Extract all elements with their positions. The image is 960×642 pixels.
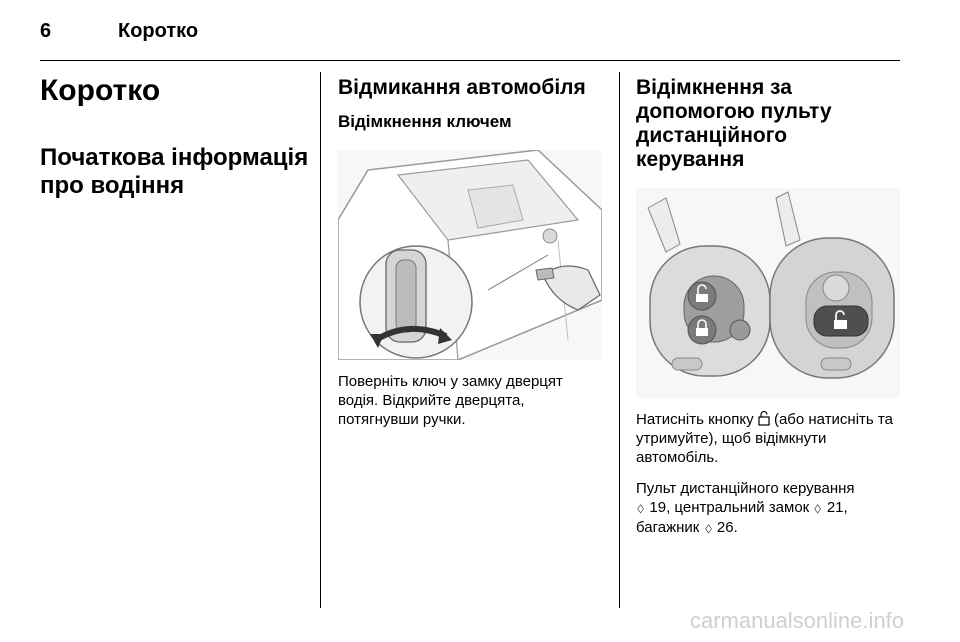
reference-tailgate-page[interactable]: 26. bbox=[716, 519, 738, 536]
chapter-title: Коротко bbox=[40, 74, 161, 107]
column-divider-2 bbox=[619, 72, 620, 608]
remote-unlock-heading: Відімкнення за допомогою пульту дистанційного керування bbox=[636, 76, 832, 171]
tailgate-reference-label: багажник bbox=[636, 519, 700, 536]
middle-column bbox=[338, 76, 602, 429]
reference-remote-and-central-lock[interactable]: 19, центральний замок bbox=[649, 499, 810, 516]
unlock-with-key-subheading: Відімкнення ключем bbox=[338, 112, 512, 131]
page-reference-arrow-icon: ◇ bbox=[637, 501, 644, 515]
page-number: 6 bbox=[40, 20, 52, 42]
instruction-text-before-icon: Натисніть кнопку bbox=[636, 411, 754, 428]
unlock-icon bbox=[758, 411, 770, 426]
page-reference-arrow-icon: ◇ bbox=[704, 521, 712, 535]
watermark: carmanualsonline.info bbox=[689, 608, 904, 633]
header-rule bbox=[40, 60, 900, 61]
column-divider-1 bbox=[320, 72, 321, 608]
door-illustration bbox=[338, 150, 602, 360]
reference-central-lock-page[interactable]: 21, bbox=[826, 499, 848, 516]
left-column bbox=[40, 74, 310, 200]
key-fob-illustration bbox=[636, 188, 900, 398]
instruction-text-after-icon: (або натисніть та утримуйте), щоб відімкнути автомобіль. bbox=[636, 411, 893, 466]
right-column bbox=[636, 76, 900, 538]
remote-unlock-instruction bbox=[636, 410, 900, 467]
page-reference-arrow-icon: ◇ bbox=[814, 501, 822, 515]
remote-control-reference-label: Пульт дистанційного керування bbox=[636, 480, 855, 497]
remote-cross-references bbox=[636, 479, 900, 538]
section-title: Початкова інформація про водіння bbox=[40, 144, 309, 199]
running-title: Коротко bbox=[118, 20, 199, 42]
unlock-vehicle-heading: Відмикання автомобіля bbox=[338, 76, 586, 99]
page-header bbox=[40, 20, 900, 50]
unlock-with-key-text: Поверніть ключ у замку дверцят водія. Відкрийте дверцята, потягнувши ручки. bbox=[338, 373, 563, 428]
